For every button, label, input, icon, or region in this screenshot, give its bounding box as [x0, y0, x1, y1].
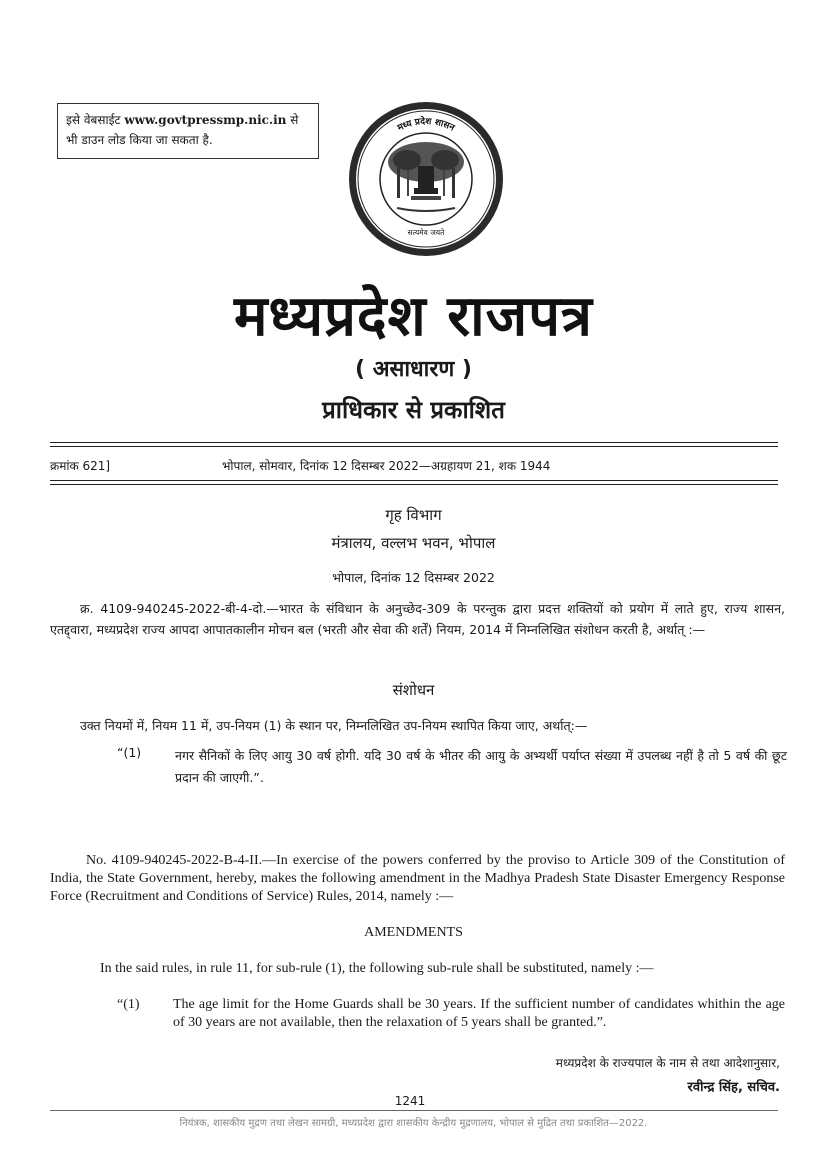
english-amendment-heading: AMENDMENTS	[364, 925, 463, 940]
gazette-authority: प्राधिकार से प्रकाशित	[322, 396, 505, 424]
emblem-bottom-text: सत्यमेव जयते	[407, 228, 445, 237]
emblem-top-text: मध्य प्रदेश शासन	[396, 116, 456, 134]
website-note-line2: भी डाउन लोड किया जा सकता है.	[66, 133, 213, 147]
hindi-notice-body: क्र. 4109-940245-2022-बी-4-दो.—भारत के संविधान के अनुच्छेद-309 के परन्तुक द्वारा प्रदत्त शक्तियों को प्रयोग में लाते हुए, राज्य शासन, एतद्द्वारा, मध्यप्रदेश राज्य आपदा आपातकालीन मोचन बल (भरती और सेवा की शर्तें) नियम, 2014 में निम्नलिखित संशोधन करती है, अर्थात् :—	[50, 601, 785, 637]
english-notice-body: No. 4109-940245-2022-B-4-II.—In exercise of the powers conferred by the proviso to Article 309 of the Constitution of India, the State Government, hereby, makes the following amendment in the Madhya Pradesh State Disaster Emergency Response Force (Recruitment and Conditions of Service) Rules, 2014, namely :—	[50, 853, 785, 904]
gazette-title: मध्यप्रदेश राजपत्र	[234, 284, 593, 349]
website-note	[57, 103, 319, 159]
hindi-rule-label: “(1)	[117, 745, 142, 760]
page-number: 1241	[394, 1094, 426, 1108]
signature-authority: मध्यप्रदेश के राज्यपाल के नाम से तथा आदेशानुसार,	[555, 1056, 780, 1070]
divider-mid	[50, 480, 778, 481]
website-note-line1: इसे वेबसाईट www.govtpressmp.nic.in से	[66, 113, 299, 127]
divider-mid-thin	[50, 484, 778, 485]
website-link[interactable]: www.govtpressmp.nic.in	[124, 113, 287, 127]
footer-divider	[50, 1110, 778, 1111]
hindi-amendment-intro: उक्त नियमों में, नियम 11 में, उप-नियम (1) के स्थान पर, निम्नलिखित उप-नियम स्थापित किया जाए, अर्थात्:—	[80, 718, 588, 733]
hindi-rule-text: नगर सैनिकों के लिए आयु 30 वर्ष होगी. यदि 30 वर्ष के भीतर की आयु के अभ्यर्थी पर्याप्त संख्या में उपलब्ध नहीं है तो 5 वर्ष की छूट प्रदान की जाएगी.”.	[175, 748, 787, 785]
printer-footer: नियंत्रक, शासकीय मुद्रण तथा लेखन सामग्री, मध्यप्रदेश द्वारा शासकीय केन्द्रीय मुद्रणालय, भोपाल से मुद्रित तथा प्रकाशित—2022.	[179, 1118, 648, 1129]
divider-top-thin	[50, 446, 778, 447]
divider-top	[50, 442, 778, 443]
english-rule-text: The age limit for the Home Guards shall be 30 years. If the sufficient number of candidates whithin the age of 30 years are not available, then the relaxation of 5 years shall be granted.”.	[173, 997, 785, 1030]
signature-name: रवीन्द्र सिंह, सचिव.	[687, 1080, 780, 1095]
english-rule-label: “(1)	[117, 997, 140, 1012]
gazette-subtitle: ( असाधारण )	[355, 357, 472, 382]
issue-number: क्रमांक 621]	[50, 459, 111, 473]
issue-dateline: भोपाल, सोमवार, दिनांक 12 दिसम्बर 2022—अग्रहायण 21, शक 1944	[222, 459, 551, 473]
department-date: भोपाल, दिनांक 12 दिसम्बर 2022	[332, 570, 495, 585]
english-amendment-intro: In the said rules, in rule 11, for sub-rule (1), the following sub-rule shall be substituted, namely :—	[100, 961, 654, 976]
state-emblem-icon	[347, 100, 505, 258]
hindi-amendment-heading: संशोधन	[392, 681, 435, 699]
department-office: मंत्रालय, वल्लभ भवन, भोपाल	[331, 534, 496, 552]
department-name: गृह विभाग	[385, 506, 442, 524]
